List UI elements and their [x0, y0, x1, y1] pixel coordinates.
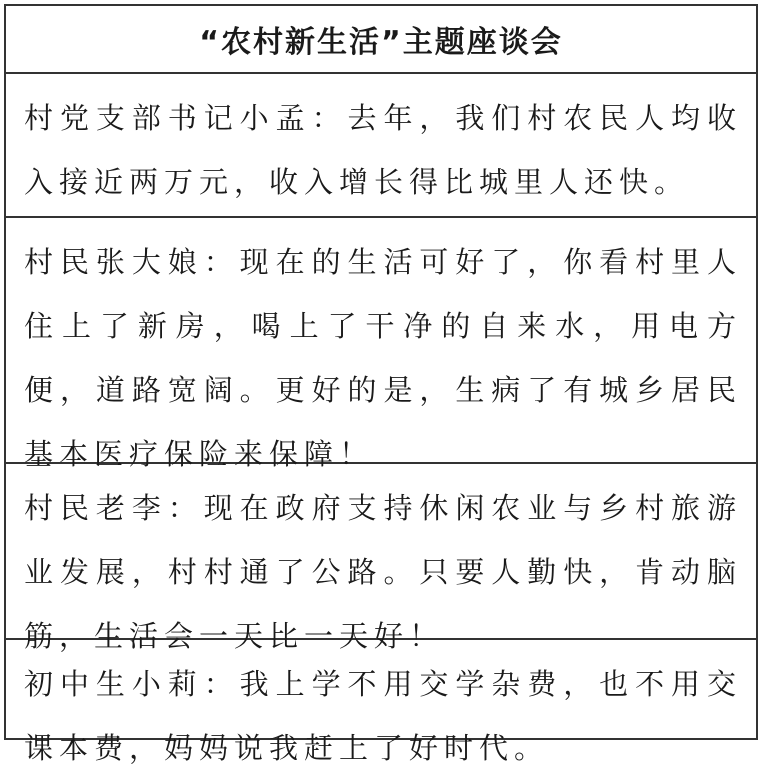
symposium-table: [4, 4, 758, 765]
statement-party-secretary: 村党支部书记小孟：去年，我们村农民人均收入接近两万元，收入增长得比城里人还快。: [6, 74, 756, 218]
statement-student-xiaoli: 初中生小莉：我上学不用交学杂费，也不用交课本费，妈妈说我赶上了好时代。: [24, 667, 742, 765]
table-title: “农村新生活”主题座谈会: [6, 6, 756, 74]
statement-old-li: 村民老李：现在政府支持休闲农业与乡村旅游业发展，村村通了公路。只要人勤快，肯动脑筋，生活会一天比一天好！: [6, 464, 756, 640]
statement-aunt-zhang: 村民张大娘：现在的生活可好了，你看村里人住上了新房，喝上了干净的自来水，用电方便，道路宽阔。更好的是，生病了有城乡居民基本医疗保险来保障！: [6, 218, 756, 464]
